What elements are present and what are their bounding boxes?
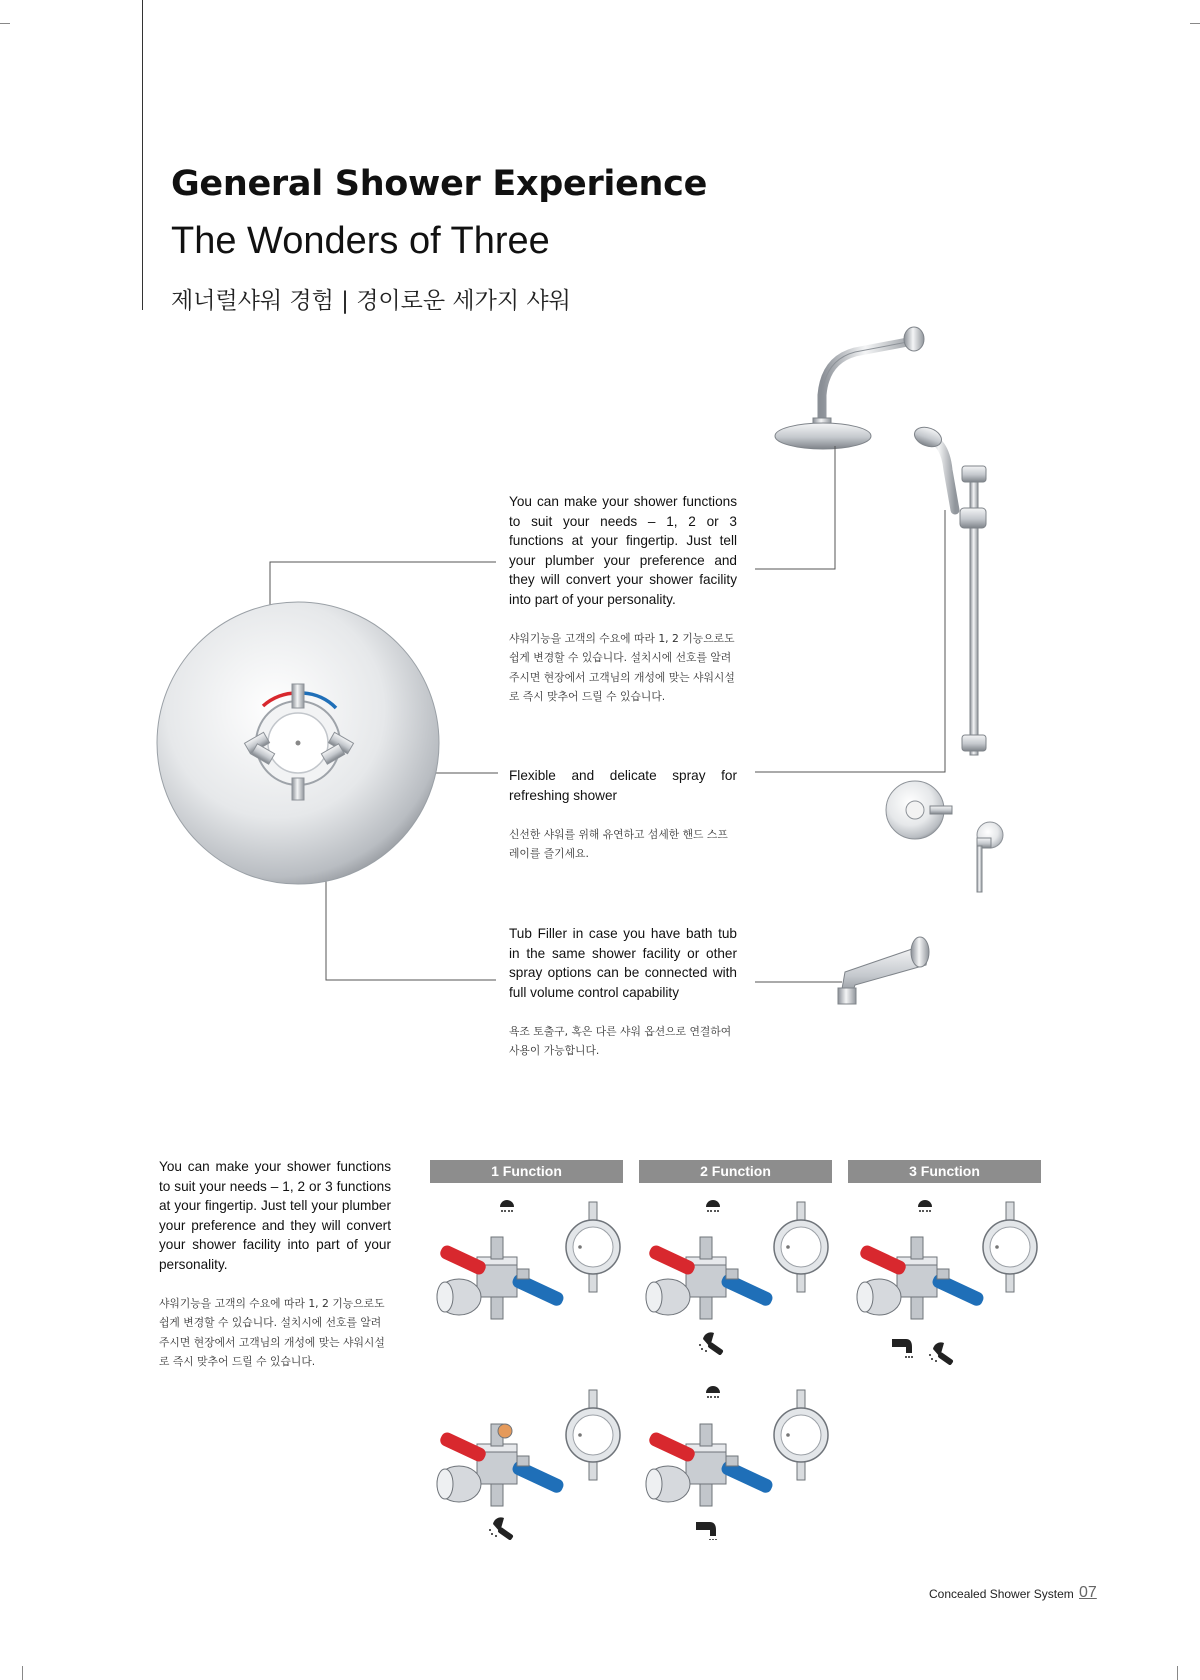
diagram-1-function-hand-spray: [437, 1390, 620, 1540]
function-diagrams: [0, 1185, 1200, 1540]
page-number: 07: [1079, 1584, 1097, 1601]
function-header-1: 1 Function: [430, 1160, 623, 1183]
rain-shower-head: [775, 327, 924, 449]
valve-plate: [157, 602, 439, 884]
crop-mark-bottom-left: [22, 1666, 23, 1680]
footer-title: Concealed Shower System: [929, 1587, 1074, 1601]
diagram-1-function: [437, 1200, 620, 1319]
small-valve-set: [886, 781, 1003, 892]
functions-description: You can make your shower functions to suit your needs – 1, 2 or 3 functions at your fingertip. Just tell your plumber your preference and they will convert your shower facility into part of your personality.: [159, 1159, 391, 1272]
slide-bar-set: [912, 424, 986, 755]
feature-3-text-korean: 욕조 토출구, 혹은 다른 샤워 옵션으로 연결하여 사용이 가능합니다.: [509, 1025, 732, 1058]
feature-1-text-korean: 샤워기능을 고객의 수요에 따라 1, 2 기능으로도 쉽게 변경할 수 있습니다. 설치시에 선호를 알려주시면 현장에서 고객님의 개성에 맞는 샤워시설로 즉시 맞추어 드릴 수 있습니다.: [509, 632, 735, 704]
feature-3-text: Tub Filler in case you have bath tub in the same shower facility or other spray options can be connected with full volume control capability: [509, 926, 737, 1000]
diagram-2-function-tub-spout: [646, 1386, 828, 1540]
leader-line-handspray-right: [755, 510, 945, 772]
diagram-3-function: [857, 1200, 1037, 1366]
feature-1-text: You can make your shower functions to suit your needs – 1, 2 or 3 functions at your fingertip. Just tell your plumber your preference and they will convert your shower facility into part of your personality.: [509, 494, 737, 607]
leader-line-rainshower-right: [755, 447, 835, 569]
feature-2-text-korean: 신선한 샤워를 위해 유연하고 섬세한 핸드 스프레이를 즐기세요.: [509, 828, 728, 861]
functions-description-korean: 샤워기능을 고객의 수요에 따라 1, 2 기능으로도 쉽게 변경할 수 있습니다. 설치시에 선호를 알려주시면 현장에서 고객님의 개성에 맞는 샤워시설로 즉시 맞추어 드릴 수 있습니다.: [159, 1297, 385, 1369]
function-header-2: 2 Function: [639, 1160, 832, 1183]
page-subtitle-korean: 제너럴샤워 경험 | 경이로운 세가지 샤워: [171, 288, 571, 314]
page-subtitle: The Wonders of Three: [171, 220, 550, 262]
crop-mark-bottom-right: [1177, 1666, 1178, 1680]
function-header-3: 3 Function: [848, 1160, 1041, 1183]
page-title: General Shower Experience: [171, 164, 708, 204]
diagram-2-function: [646, 1200, 828, 1356]
tub-spout: [838, 937, 929, 1004]
feature-2-text: Flexible and delicate spray for refreshing shower: [509, 768, 737, 803]
